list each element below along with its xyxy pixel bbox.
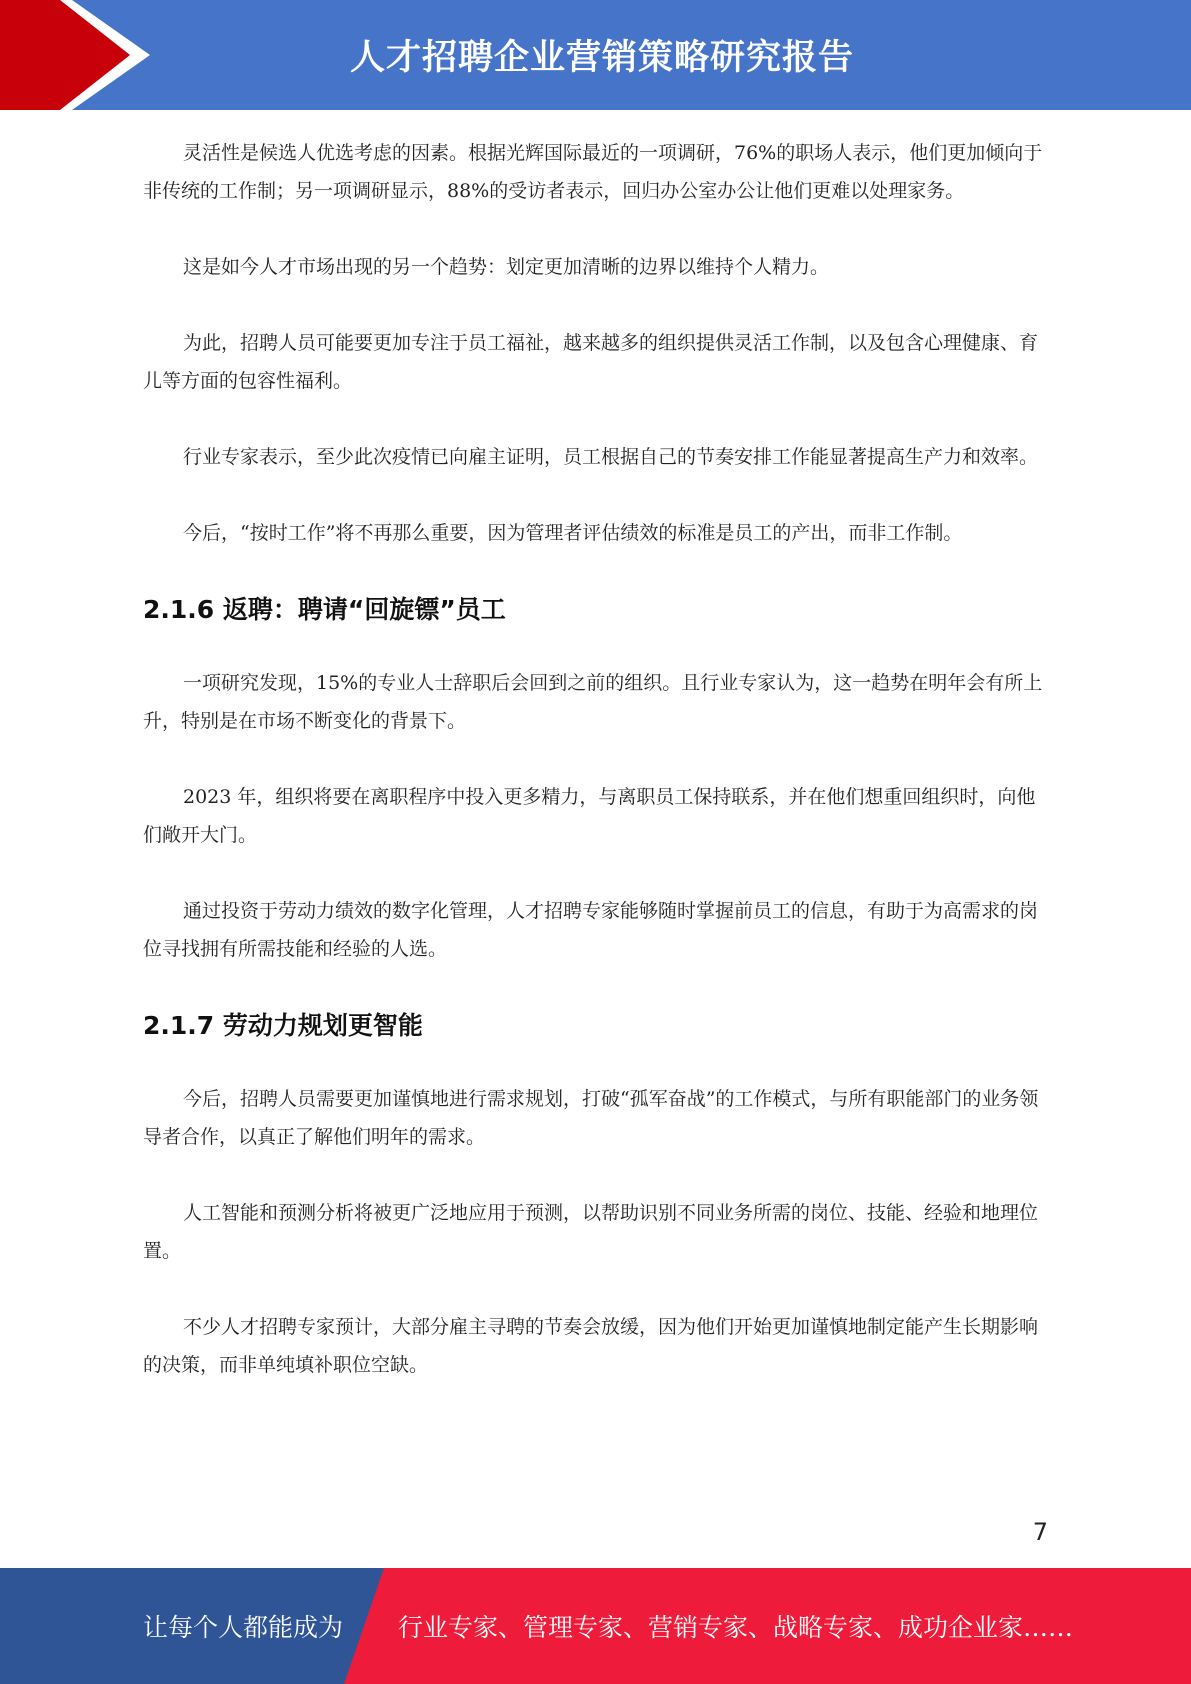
- paragraph-hiring-pace: 不少人才招聘专家预计，大部分雇主寻聘的节奏会放缓，因为他们开始更加谨慎地制定能产生长期影响的决策，而非单纯填补职位空缺。: [143, 1316, 1039, 1376]
- paragraph-digital-management: 通过投资于劳动力绩效的数字化管理，人才招聘专家能够随时掌握前员工的信息，有助于为高需求的岗位寻找拥有所需技能和经验的人选。: [143, 900, 1039, 960]
- paragraph-wellbeing: 为此，招聘人员可能要更加专注于员工福祉，越来越多的组织提供灵活工作制，以及包含心理健康、育儿等方面的包容性福利。: [143, 332, 1039, 392]
- page-number: 7: [1032, 1518, 1048, 1546]
- paragraph-boomerang-research: 一项研究发现，15%的专业人士辞职后会回到之前的组织。且行业专家认为，这一趋势在明年会有所上升，特别是在市场不断变化的背景下。: [143, 672, 1043, 732]
- page-footer: [0, 1568, 1191, 1684]
- footer-slogan-right: 行业专家、管理专家、营销专家、战略专家、成功企业家……: [398, 1613, 1074, 1642]
- paragraph-flexibility: 灵活性是候选人优选考虑的因素。根据光辉国际最近的一项调研，76%的职场人表示，他们更加倾向于非传统的工作制；另一项调研显示，88%的受访者表示，回归办公室办公让他们更难以处理家务。: [143, 142, 1043, 202]
- report-title: 人才招聘企业营销策略研究报告: [350, 38, 855, 78]
- paragraph-demand-planning: 今后，招聘人员需要更加谨慎地进行需求规划，打破“孤军奋战”的工作模式，与所有职能部门的业务领导者合作，以真正了解他们明年的需求。: [143, 1088, 1039, 1148]
- paragraph-offboarding: 2023 年，组织将要在离职程序中投入更多精力，与离职员工保持联系，并在他们想重回组织时，向他们敞开大门。: [143, 786, 1036, 846]
- document-body: [143, 134, 1048, 1384]
- section-heading-2-1-6: 2.1.6 返聘：聘请“回旋镖”员工: [143, 595, 506, 624]
- section-heading-2-1-7: 2.1.7 劳动力规划更智能: [143, 1011, 423, 1040]
- footer-slogan-left: 让每个人都能成为: [143, 1613, 344, 1642]
- paragraph-ai-prediction: 人工智能和预测分析将被更广泛地应用于预测，以帮助识别不同业务所需的岗位、技能、经验和地理位置。: [143, 1202, 1039, 1262]
- paragraph-productivity: 行业专家表示，至少此次疫情已向雇主证明，员工根据自己的节奏安排工作能显著提高生产力和效率。: [183, 446, 1039, 468]
- paragraph-boundaries: 这是如今人才市场出现的另一个趋势：划定更加清晰的边界以维持个人精力。: [183, 256, 830, 278]
- paragraph-output: 今后，“按时工作”将不再那么重要，因为管理者评估绩效的标准是员工的产出，而非工作制。: [183, 522, 963, 544]
- page-header: [0, 0, 1191, 110]
